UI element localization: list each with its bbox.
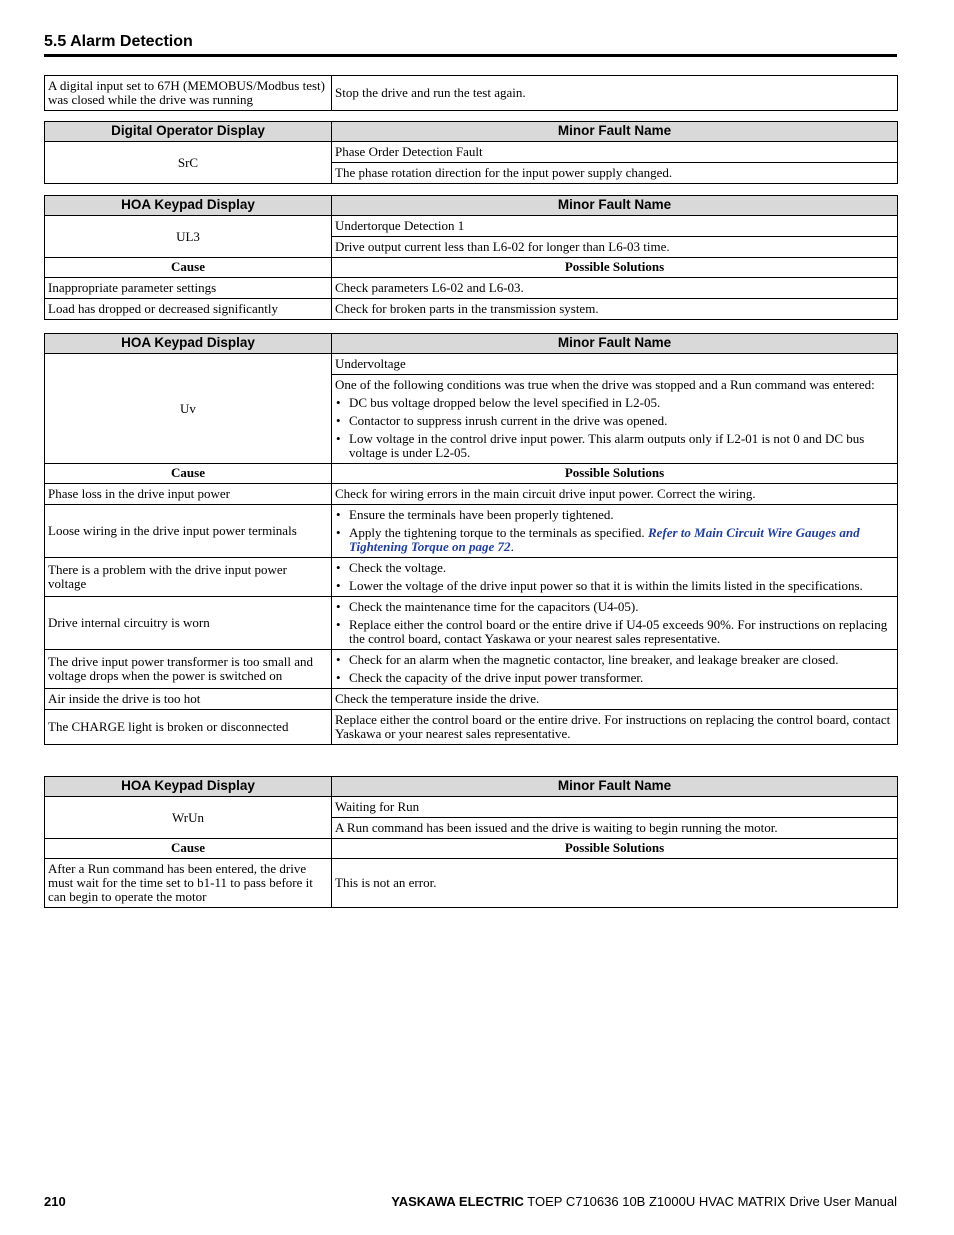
table-header-row <box>45 334 898 354</box>
table-row <box>45 299 898 320</box>
table-header-row <box>45 777 898 797</box>
display-code: SrC <box>45 142 332 184</box>
display-code: UL3 <box>45 216 332 258</box>
list-item: • DC bus voltage dropped below the level specified in L2-05. <box>335 396 894 410</box>
fault-description <box>332 375 898 464</box>
solution-cell: Check parameters L6-02 and L6-03. <box>332 278 898 299</box>
list-item <box>335 526 894 554</box>
fault-name: Undertorque Detection 1 <box>332 216 898 237</box>
solution-list <box>335 508 894 554</box>
fault-name-header: Minor Fault Name <box>332 122 898 142</box>
list-item: • Lower the voltage of the drive input power so that it is within the limits listed in the specifications. <box>335 579 894 593</box>
footer-document-info <box>391 1194 897 1209</box>
cause-cell: The drive input power transformer is too small and voltage drops when the power is switched on <box>45 650 332 689</box>
list-item: • Contactor to suppress inrush current in the drive was opened. <box>335 414 894 428</box>
table-row <box>45 142 898 163</box>
table-row <box>45 859 898 908</box>
list-item: • Low voltage in the control drive input power. This alarm outputs only if L2-01 is not 0 and DC bus voltage is under L2-05. <box>335 432 894 460</box>
solutions-header: Possible Solutions <box>332 464 898 484</box>
solution-cell: Replace either the control board or the entire drive. For instructions on replacing the control board, contact Yaskawa or your nearest sales representative. <box>332 710 898 745</box>
list-item: • Check the voltage. <box>335 561 894 575</box>
cause-cell: Inappropriate parameter settings <box>45 278 332 299</box>
solution-text-end: . <box>510 539 514 554</box>
solution-text: Apply the tightening torque to the terminals as specified. <box>349 525 648 540</box>
cause-header: Cause <box>45 464 332 484</box>
table-row <box>45 76 898 111</box>
cause-header-row <box>45 464 898 484</box>
cause-header-row <box>45 258 898 278</box>
table-row <box>45 484 898 505</box>
table-row <box>45 689 898 710</box>
list-item: • Check the maintenance time for the capacitors (U4-05). <box>335 600 894 614</box>
cause-header-row <box>45 839 898 859</box>
cause-cell: Phase loss in the drive input power <box>45 484 332 505</box>
fault-name: Undervoltage <box>332 354 898 375</box>
footer-document-title: TOEP C710636 10B Z1000U HVAC MATRIX Drive User Manual <box>523 1194 897 1209</box>
table-row <box>45 650 898 689</box>
table-row <box>45 558 898 597</box>
solution-cell: This is not an error. <box>332 859 898 908</box>
table-row <box>45 216 898 237</box>
fault-name: Phase Order Detection Fault <box>332 142 898 163</box>
cause-cell: A digital input set to 67H (MEMOBUS/Modbus test) was closed while the drive was running <box>45 76 332 111</box>
table-row <box>45 278 898 299</box>
fault-name-header: Minor Fault Name <box>332 196 898 216</box>
footer-brand: YASKAWA ELECTRIC <box>391 1194 524 1209</box>
cause-cell: Load has dropped or decreased significantly <box>45 299 332 320</box>
solutions-header: Possible Solutions <box>332 258 898 278</box>
fault-name-header: Minor Fault Name <box>332 777 898 797</box>
ul3-fault-table <box>44 195 898 320</box>
solution-cell <box>332 558 898 597</box>
solution-cell <box>332 597 898 650</box>
src-fault-table <box>44 121 898 184</box>
solution-cell: Check for broken parts in the transmission system. <box>332 299 898 320</box>
table-header-row <box>45 196 898 216</box>
list-item: • Check for an alarm when the magnetic contactor, line breaker, and leakage breaker are closed. <box>335 653 894 667</box>
title-rule <box>44 54 897 57</box>
table-row <box>45 597 898 650</box>
list-item: • Ensure the terminals have been properly tightened. <box>335 508 894 522</box>
display-header: Digital Operator Display <box>45 122 332 142</box>
solution-cell: Check the temperature inside the drive. <box>332 689 898 710</box>
display-code: Uv <box>45 354 332 464</box>
fault-description: A Run command has been issued and the drive is waiting to begin running the motor. <box>332 818 898 839</box>
cause-cell: After a Run command has been entered, the drive must wait for the time set to b1-11 to pass before it can begin to operate the motor <box>45 859 332 908</box>
cause-header: Cause <box>45 258 332 278</box>
cross-reference-link[interactable]: Refer to Main Circuit Wire Gauges and Tightening Torque on page 72 <box>349 525 860 554</box>
display-header: HOA Keypad Display <box>45 777 332 797</box>
page-number: 210 <box>44 1194 66 1209</box>
display-code: WrUn <box>45 797 332 839</box>
solution-list <box>335 561 894 593</box>
section-title: 5.5 Alarm Detection <box>44 33 193 50</box>
cause-cell: There is a problem with the drive input power voltage <box>45 558 332 597</box>
uv-fault-table <box>44 333 898 745</box>
solution-cell: Stop the drive and run the test again. <box>332 76 898 111</box>
description-list <box>335 396 894 460</box>
table-row <box>45 797 898 818</box>
cause-cell: Air inside the drive is too hot <box>45 689 332 710</box>
continuation-table <box>44 75 898 111</box>
solution-cell: Check for wiring errors in the main circuit drive input power. Correct the wiring. <box>332 484 898 505</box>
table-row <box>45 710 898 745</box>
description-intro: One of the following conditions was true when the drive was stopped and a Run command was entered: <box>335 377 875 392</box>
table-header-row <box>45 122 898 142</box>
cause-header: Cause <box>45 839 332 859</box>
solutions-header: Possible Solutions <box>332 839 898 859</box>
solution-cell <box>332 505 898 558</box>
fault-name-header: Minor Fault Name <box>332 334 898 354</box>
cause-cell: Loose wiring in the drive input power terminals <box>45 505 332 558</box>
solution-list <box>335 600 894 646</box>
cause-cell: Drive internal circuitry is worn <box>45 597 332 650</box>
list-item: • Replace either the control board or the entire drive if U4-05 exceeds 90%. For instructions on replacing the control board, contact Yaskawa or your nearest sales representative. <box>335 618 894 646</box>
solution-cell <box>332 650 898 689</box>
display-header: HOA Keypad Display <box>45 334 332 354</box>
fault-description: The phase rotation direction for the input power supply changed. <box>332 163 898 184</box>
fault-description: Drive output current less than L6-02 for longer than L6-03 time. <box>332 237 898 258</box>
display-header: HOA Keypad Display <box>45 196 332 216</box>
wrun-fault-table <box>44 776 898 908</box>
table-row <box>45 505 898 558</box>
table-row <box>45 354 898 375</box>
list-item: • Check the capacity of the drive input power transformer. <box>335 671 894 685</box>
cause-cell: The CHARGE light is broken or disconnected <box>45 710 332 745</box>
solution-list <box>335 653 894 685</box>
fault-name: Waiting for Run <box>332 797 898 818</box>
